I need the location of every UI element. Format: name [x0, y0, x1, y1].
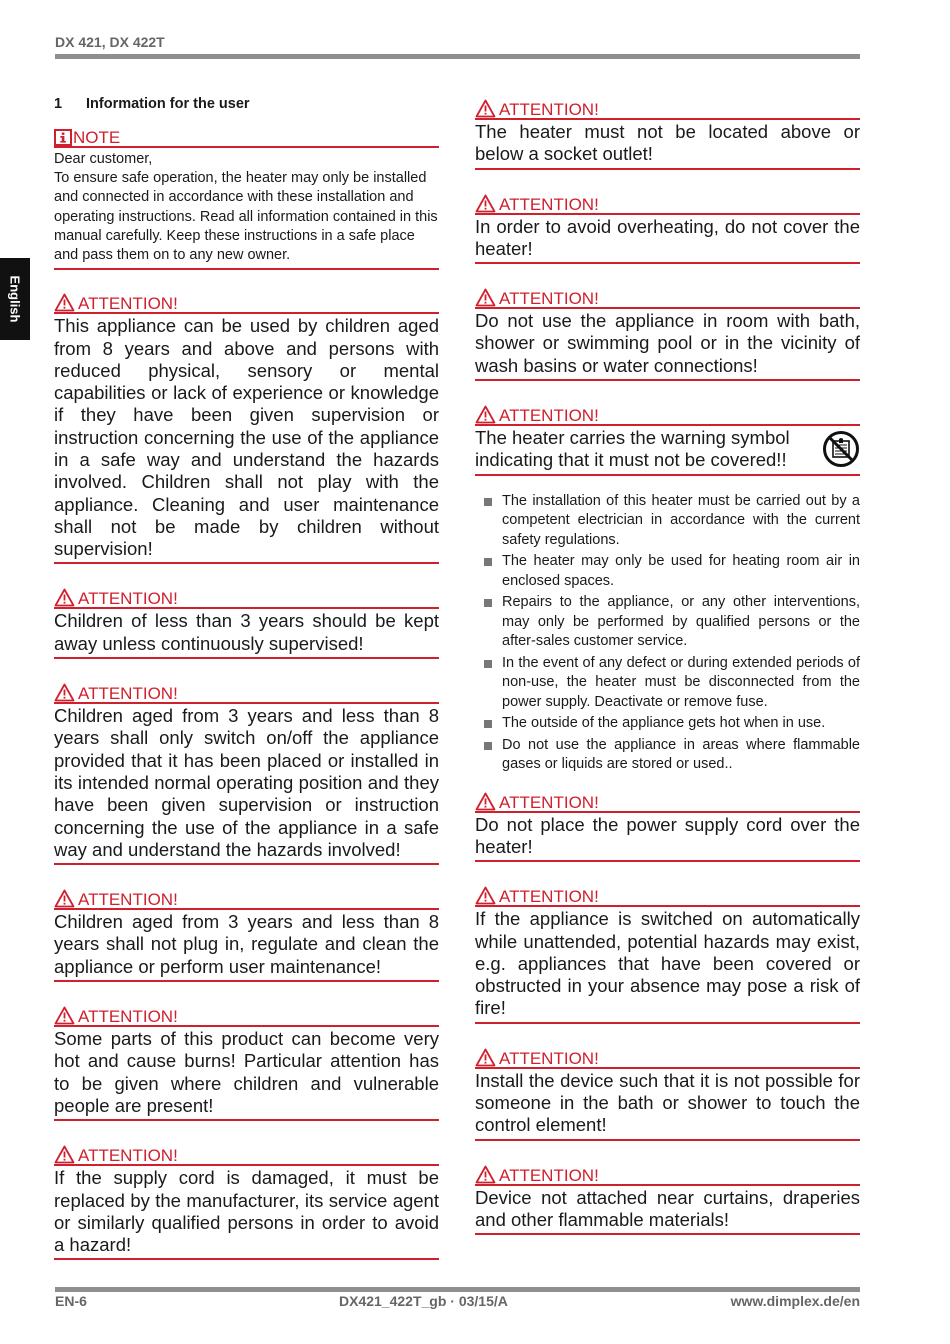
attention-header: [475, 96, 860, 120]
attention-text: Children of less than 3 years should be kept away unless continuously supervised!: [54, 609, 439, 659]
warning-triangle-icon: [475, 99, 496, 118]
attention-label: ATTENTION!: [499, 100, 599, 119]
attention-block: [475, 1045, 860, 1141]
attention-label: ATTENTION!: [78, 294, 178, 314]
attention-text: If the appliance is switched on automatically while unattended, potential hazards may exist, e.g. appliances that have been covered or obstructed in your absence may pose a risk of fire!: [475, 907, 860, 1023]
attention-block: [475, 191, 860, 265]
note-line: Dear customer,: [54, 151, 153, 167]
right-column: [475, 96, 860, 1256]
attention-text: The heater must not be located above or below a socket outlet!: [475, 120, 860, 170]
attention-text: Some parts of this product can become very hot and cause burns! Particular attention has to be given where children and vulnerable people are present!: [54, 1027, 439, 1121]
language-tab-label: English: [7, 275, 23, 323]
attention-text: Children aged from 3 years and less than 8 years shall only switch on/off the appliance provided that it has been placed or installed in its intended normal operating position and they have been given supervision or instruction concerning the use of the appliance in a safe way and understand the hazards involved!: [54, 704, 439, 865]
list-item: [475, 492, 860, 551]
note-header: [54, 124, 439, 148]
list-item-text: The heater may only be used for heating room air in enclosed spaces.: [502, 553, 860, 589]
attention-text: The heater carries the warning symbol indicating that it must not be covered!!: [475, 427, 790, 471]
attention-header: [54, 680, 439, 704]
attention-label: ATTENTION!: [499, 1048, 599, 1068]
warning-triangle-icon: [54, 889, 75, 908]
warning-triangle-icon: [475, 194, 496, 213]
list-item-text: In the event of any defect or during extended periods of non-use, the heater must be disconnected from the power supply. Deactivate or remove fuse.: [502, 654, 860, 710]
list-item: [475, 714, 860, 734]
attention-text: Do not place the power supply cord over the heater!: [475, 813, 860, 863]
attention-label: ATTENTION!: [499, 792, 599, 812]
section-number: 1: [54, 96, 63, 112]
attention-header: [54, 1003, 439, 1027]
attention-text: Install the device such that it is not possible for someone in the bath or shower to touch the control element!: [475, 1069, 860, 1141]
attention-block: [475, 285, 860, 381]
attention-header: [54, 886, 439, 910]
info-icon: [54, 129, 72, 146]
footer-doc-ref: DX421_422T_gb · 03/15/A: [339, 1293, 508, 1309]
attention-text: If the supply cord is damaged, it must be replaced by the manufacturer, its service agent or similarly qualified persons in order to avoid a hazard!: [54, 1166, 439, 1260]
attention-text: Children aged from 3 years and less than 8 years shall not plug in, regulate and clean the appliance or perform user maintenance!: [54, 910, 439, 982]
attention-header: [54, 585, 439, 609]
attention-label: ATTENTION!: [78, 1007, 178, 1027]
attention-label: ATTENTION!: [499, 289, 599, 309]
attention-header: [475, 191, 860, 215]
list-item: [475, 654, 860, 713]
warning-triangle-icon: [54, 588, 75, 607]
attention-label: ATTENTION!: [78, 589, 178, 609]
attention-block: [54, 680, 439, 865]
warning-triangle-icon: [54, 683, 75, 702]
attention-label: ATTENTION!: [78, 684, 178, 704]
warning-triangle-icon: [475, 405, 496, 424]
bullet-square-icon: [484, 720, 492, 728]
attention-label: ATTENTION!: [499, 406, 599, 426]
attention-text: Do not use the appliance in room with bath, shower or swimming pool or in the vicinity of wash basins or water connections!: [475, 309, 860, 381]
attention-block: [54, 1142, 439, 1260]
attention-label: ATTENTION!: [78, 890, 178, 910]
attention-block: [475, 789, 860, 863]
note-label: NOTE: [73, 128, 121, 147]
language-tab: [0, 258, 30, 340]
attention-label: ATTENTION!: [78, 1146, 178, 1166]
warning-triangle-icon: [475, 1165, 496, 1184]
warning-triangle-icon: [54, 293, 75, 312]
warning-triangle-icon: [475, 792, 496, 811]
warning-triangle-icon: [54, 1145, 75, 1164]
attention-text-with-symbol: [475, 426, 860, 476]
bullet-square-icon: [484, 742, 492, 750]
note-block: [54, 124, 439, 270]
list-item-text: The installation of this heater must be carried out by a competent electrician in accordance with the current safety regulations.: [502, 492, 860, 548]
bullet-square-icon: [484, 498, 492, 506]
header-rule: [55, 54, 860, 59]
attention-label: ATTENTION!: [499, 194, 599, 214]
safety-bullet-list: [475, 492, 860, 775]
attention-header: [475, 883, 860, 907]
footer-rule: [55, 1287, 860, 1292]
warning-triangle-icon: [475, 288, 496, 307]
attention-text: This appliance can be used by children aged from 8 years and above and persons with reduced physical, sensory or mental capabilities or lack of experience or knowledge if they have been given supervision or instruction concerning the use of the appliance in a safe way and understand the hazards involved. Children shall not play with the appliance. Cleaning and user maintenance shall not be made by children without supervision!: [54, 314, 439, 564]
attention-block: [475, 96, 860, 170]
attention-label: ATTENTION!: [499, 887, 599, 907]
warning-triangle-icon: [475, 886, 496, 905]
footer-page-number: EN-6: [55, 1293, 87, 1309]
attention-block: [475, 1162, 860, 1236]
attention-text: In order to avoid overheating, do not cover the heater!: [475, 215, 860, 265]
attention-header: [475, 402, 860, 426]
left-column: [54, 96, 439, 1281]
attention-block: [475, 402, 860, 476]
do-not-cover-icon: [822, 430, 860, 468]
page-header-title: DX 421, DX 422T: [55, 34, 165, 50]
attention-header: [54, 290, 439, 314]
note-line: To ensure safe operation, the heater may only be installed and connected in accordance with these installation and operating instructions. Read all information contained in this manual carefully. Keep these instructions in a safe place and pass them on to any new owner.: [54, 170, 438, 264]
attention-header: [475, 1045, 860, 1069]
warning-triangle-icon: [475, 1048, 496, 1067]
attention-block: [54, 886, 439, 982]
list-item: [475, 593, 860, 652]
attention-label: ATTENTION!: [499, 1165, 599, 1185]
warning-triangle-icon: [54, 1006, 75, 1025]
bullet-square-icon: [484, 558, 492, 566]
attention-block: [54, 1003, 439, 1121]
attention-block: [54, 585, 439, 659]
note-text: [54, 148, 439, 270]
bullet-square-icon: [484, 660, 492, 668]
footer-url: www.dimplex.de/en: [730, 1293, 860, 1309]
section-title: Information for the user: [86, 96, 250, 112]
attention-block: [54, 290, 439, 564]
list-item-text: Repairs to the appliance, or any other interventions, may only be performed by qualified persons or the after-sales customer service.: [502, 594, 860, 650]
attention-header: [475, 789, 860, 813]
list-item: [475, 552, 860, 591]
attention-block: [475, 883, 860, 1023]
attention-header: [475, 1162, 860, 1186]
list-item-text: The outside of the appliance gets hot when in use.: [502, 715, 826, 732]
attention-text: Device not attached near curtains, draperies and other flammable materials!: [475, 1186, 860, 1236]
attention-header: [54, 1142, 439, 1166]
bullet-square-icon: [484, 599, 492, 607]
section-heading: [54, 96, 439, 112]
list-item-text: Do not use the appliance in areas where flammable gases or liquids are stored or used..: [502, 736, 860, 773]
attention-header: [475, 285, 860, 309]
list-item: [475, 736, 860, 775]
